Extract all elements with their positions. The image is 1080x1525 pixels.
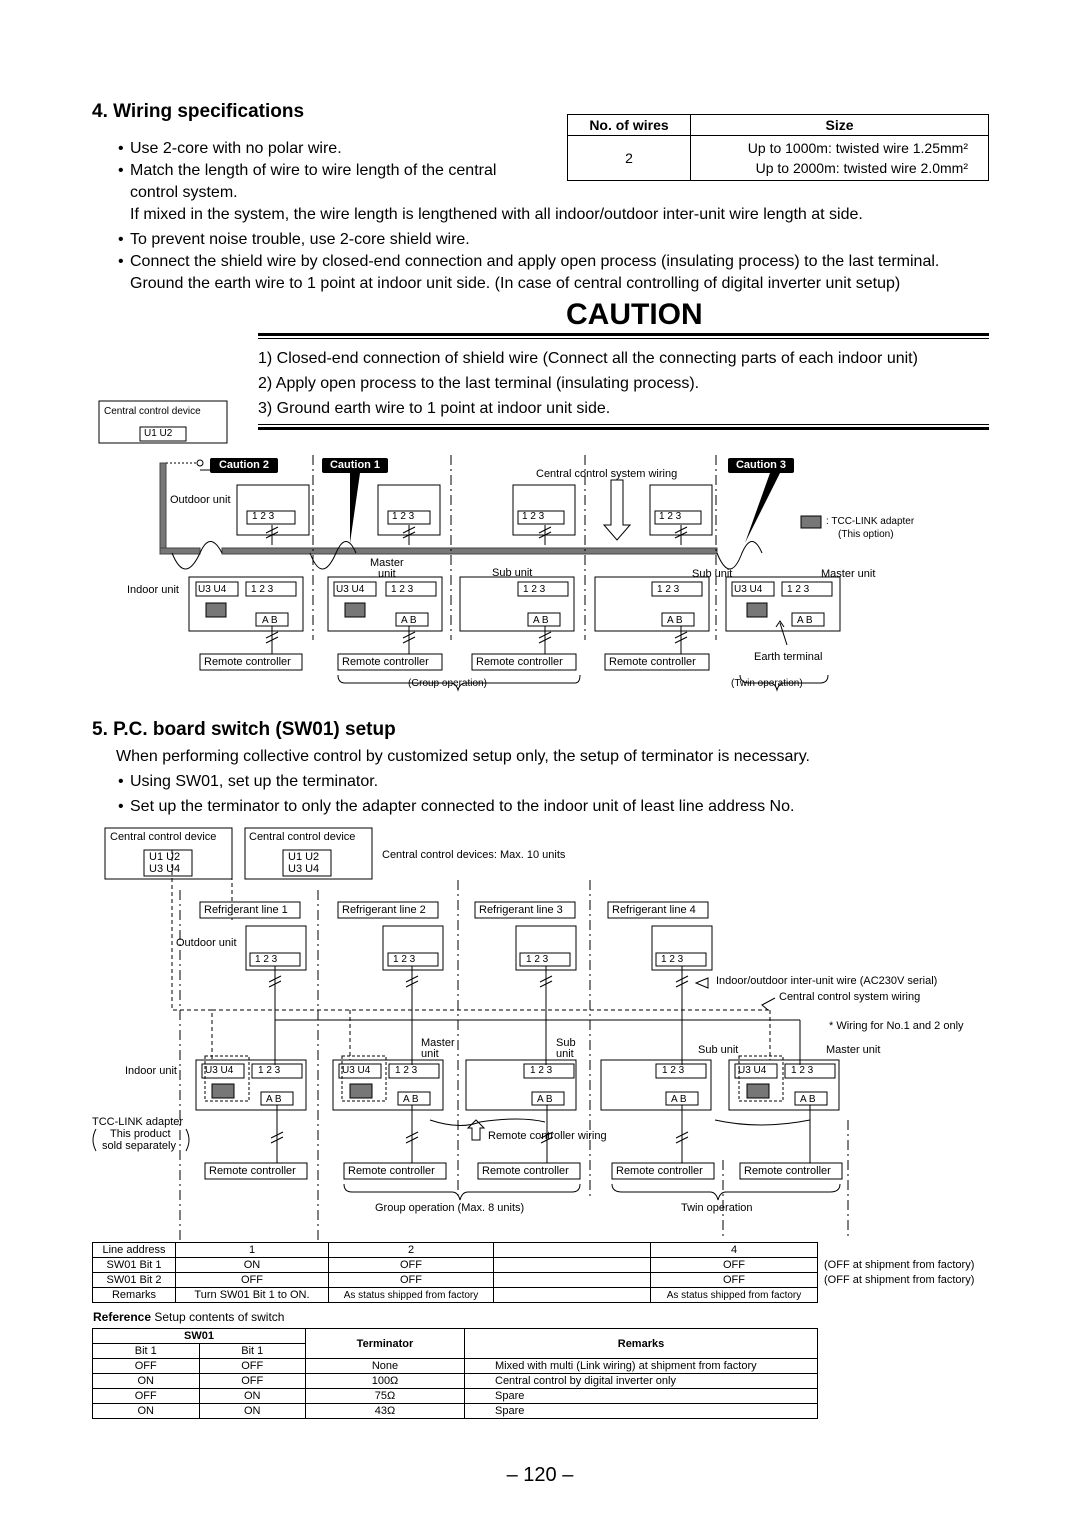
remote-controller: Remote controller bbox=[482, 1165, 569, 1177]
table-row bbox=[93, 1359, 818, 1374]
section5-paragraph: When performing collective control by customized setup only, the setup of terminator is necessary. bbox=[116, 748, 810, 765]
sub-unit-label: Sub unit bbox=[692, 568, 733, 580]
bullet: • Using SW01, set up the terminator. bbox=[130, 771, 378, 793]
terminal-ab: A B bbox=[403, 1094, 419, 1105]
unit-label: unit bbox=[421, 1048, 439, 1060]
table-cell: SW01 Bit 1 bbox=[93, 1258, 176, 1273]
terminal-ab: A B bbox=[401, 615, 417, 626]
terminal-ab: A B bbox=[671, 1094, 687, 1105]
adapter-legend: : TCC-LINK adapter bbox=[826, 516, 915, 527]
table-cell bbox=[494, 1288, 651, 1303]
remote-controller: Remote controller bbox=[744, 1165, 831, 1177]
table-cell: OFF bbox=[93, 1389, 200, 1404]
u3u4-label: U3 U4 bbox=[149, 863, 181, 875]
sub-unit-label: Sub unit bbox=[492, 567, 533, 579]
central-wiring-label: Central control system wiring bbox=[536, 468, 678, 480]
central-control-device-label: Central control device bbox=[110, 831, 217, 843]
this-product-label: This product bbox=[110, 1128, 171, 1140]
paragraph: If mixed in the system, the wire length is lengthened with all indoor/outdoor inter-unit wire length at side. bbox=[130, 206, 863, 223]
table-header: SW01 bbox=[93, 1329, 306, 1344]
terminal-123: 1 2 3 bbox=[522, 511, 545, 522]
terminal-123: 1 2 3 bbox=[791, 1065, 814, 1076]
table-cell bbox=[494, 1273, 651, 1288]
terminal-ab: A B bbox=[800, 1094, 816, 1105]
table-cell: Spare bbox=[465, 1404, 818, 1419]
table-row bbox=[93, 1288, 818, 1303]
caution-title: CAUTION bbox=[566, 298, 703, 331]
terminal-123: 1 2 3 bbox=[251, 584, 274, 595]
twin-operation-label: Twin operation bbox=[681, 1202, 753, 1214]
terminal-u3u4: U3 U4 bbox=[734, 584, 763, 595]
size-line-1: Up to 1000m: twisted wire 1.25mm² bbox=[747, 140, 968, 156]
refrigerant-line-2: Refrigerant line 2 bbox=[342, 904, 426, 916]
section4-title: 4. Wiring specifications bbox=[92, 101, 305, 122]
table-row bbox=[93, 1243, 818, 1258]
table-cell: Line address bbox=[93, 1243, 176, 1258]
terminal-u3u4: U3 U4 bbox=[738, 1065, 767, 1076]
caution-item: 1) Closed-end connection of shield wire (Connect all the connecting parts of each indoor unit) bbox=[258, 350, 918, 367]
section5-title: 5. P.C. board switch (SW01) setup bbox=[92, 719, 396, 740]
table-cell: OFF bbox=[199, 1359, 306, 1374]
table-cell bbox=[494, 1258, 651, 1273]
master-label: Master bbox=[421, 1037, 455, 1049]
terminal-123: 1 2 3 bbox=[662, 1065, 685, 1076]
wiring-diagram-1 bbox=[0, 395, 1080, 695]
table-header: Terminator bbox=[306, 1329, 465, 1359]
u3u4-label: U3 U4 bbox=[288, 863, 320, 875]
table-row bbox=[93, 1329, 818, 1344]
remote-controller: Remote controller bbox=[204, 656, 291, 668]
terminal-123: 1 2 3 bbox=[661, 954, 684, 965]
wire-spec-table bbox=[567, 114, 989, 181]
bullet: • Match the length of wire to wire length of the central control system. bbox=[130, 160, 540, 204]
table-row bbox=[93, 1273, 818, 1288]
line-address-table bbox=[92, 1242, 818, 1303]
caution-rule-top-thin bbox=[258, 338, 989, 339]
terminal-ab: A B bbox=[262, 615, 278, 626]
terminal-u3u4: U3 U4 bbox=[198, 584, 227, 595]
outdoor-unit-label: Outdoor unit bbox=[176, 937, 237, 949]
table-cell: ON bbox=[199, 1389, 306, 1404]
inter-unit-wire-label: Indoor/outdoor inter-unit wire (AC230V serial) bbox=[716, 975, 938, 987]
terminal-123: 1 2 3 bbox=[787, 584, 810, 595]
terminal-123: 1 2 3 bbox=[255, 954, 278, 965]
size-line-2: Up to 2000m: twisted wire 2.0mm² bbox=[755, 160, 968, 176]
table-cell: ON bbox=[93, 1404, 200, 1419]
remote-controller: Remote controller bbox=[209, 1165, 296, 1177]
terminal-123: 1 2 3 bbox=[657, 584, 680, 595]
reference-label: Reference bbox=[93, 1310, 152, 1324]
table-cell bbox=[494, 1243, 651, 1258]
table-cell: 75Ω bbox=[306, 1389, 465, 1404]
terminal-ab: A B bbox=[533, 615, 549, 626]
remote-controller: Remote controller bbox=[609, 656, 696, 668]
header-wires: No. of wires bbox=[568, 115, 691, 136]
adapter-option: (This option) bbox=[838, 529, 894, 540]
table-cell: OFF bbox=[199, 1374, 306, 1389]
table-cell: Central control by digital inverter only bbox=[465, 1374, 818, 1389]
table-row bbox=[93, 1404, 818, 1419]
wiring-note: * Wiring for No.1 and 2 only bbox=[829, 1020, 964, 1032]
group-operation-label: (Group operation) bbox=[408, 678, 487, 689]
table-cell: SW01 Bit 2 bbox=[93, 1273, 176, 1288]
table-cell: Mixed with multi (Link wiring) at shipment from factory bbox=[465, 1359, 818, 1374]
table-cell: OFF bbox=[93, 1359, 200, 1374]
master-unit-label: Master unit bbox=[821, 568, 876, 580]
terminal-123: 1 2 3 bbox=[523, 584, 546, 595]
bullet: • Connect the shield wire by closed-end connection and apply open process (insulating process) to the last terminal. Ground the earth wire to 1 point at indoor unit side. (In case of central controlling of digital inverter unit setup) bbox=[130, 251, 990, 295]
unit-label: unit bbox=[378, 568, 396, 580]
table-cell: As status shipped from factory bbox=[329, 1288, 494, 1303]
table-header: Remarks bbox=[465, 1329, 818, 1359]
central-control-device-label: Central control device bbox=[249, 831, 356, 843]
outdoor-unit-label: Outdoor unit bbox=[170, 494, 231, 506]
table-cell: None bbox=[306, 1359, 465, 1374]
bullet: • To prevent noise trouble, use 2-core shield wire. bbox=[130, 229, 990, 251]
table-cell: Turn SW01 Bit 1 to ON. bbox=[176, 1288, 329, 1303]
shipment-note: (OFF at shipment from factory) bbox=[824, 1274, 975, 1286]
caution-2-tag: Caution 2 bbox=[210, 459, 278, 471]
caution-1-tag: Caution 1 bbox=[322, 459, 388, 471]
indoor-unit-label: Indoor unit bbox=[127, 584, 179, 596]
central-control-device-label: Central control device bbox=[104, 406, 201, 417]
table-cell: OFF bbox=[329, 1273, 494, 1288]
sub-unit-label: Sub unit bbox=[698, 1044, 739, 1056]
u1u2-label: U1 U2 bbox=[288, 851, 320, 863]
terminal-ab: A B bbox=[797, 615, 813, 626]
table-row bbox=[93, 1258, 818, 1273]
caution-3-tag: Caution 3 bbox=[728, 459, 794, 471]
table-cell: As status shipped from factory bbox=[651, 1288, 818, 1303]
table-cell: 4 bbox=[651, 1243, 818, 1258]
table-cell: 2 bbox=[329, 1243, 494, 1258]
terminal-123: 1 2 3 bbox=[392, 511, 415, 522]
table-cell: OFF bbox=[651, 1273, 818, 1288]
terminal-123: 1 2 3 bbox=[393, 954, 416, 965]
terminal-u3u4: U3 U4 bbox=[342, 1065, 371, 1076]
master-label: Master bbox=[370, 557, 404, 569]
refrigerant-line-1: Refrigerant line 1 bbox=[204, 904, 288, 916]
caution-item: 2) Apply open process to the last terminal (insulating process). bbox=[258, 375, 700, 392]
terminal-u3u4: U3 U4 bbox=[336, 584, 365, 595]
bullet: • Use 2-core with no polar wire. bbox=[130, 138, 540, 160]
refrigerant-line-4: Refrigerant line 4 bbox=[612, 904, 696, 916]
header-size: Size bbox=[691, 115, 989, 136]
terminal-ab: A B bbox=[266, 1094, 282, 1105]
terminal-123: 1 2 3 bbox=[530, 1065, 553, 1076]
table-cell: Bit 1 bbox=[199, 1344, 306, 1359]
u1u2-label: U1 U2 bbox=[144, 428, 173, 439]
table-cell: Bit 1 bbox=[93, 1344, 200, 1359]
terminal-123: 1 2 3 bbox=[526, 954, 549, 965]
reference-table bbox=[92, 1328, 818, 1419]
table-cell: Spare bbox=[465, 1389, 818, 1404]
remote-controller: Remote controller bbox=[476, 656, 563, 668]
group-operation-label: Group operation (Max. 8 units) bbox=[375, 1202, 525, 1214]
terminal-123: 1 2 3 bbox=[258, 1065, 281, 1076]
caution-rule-top bbox=[258, 333, 989, 336]
table-row bbox=[93, 1374, 818, 1389]
terminal-u3u4: U3 U4 bbox=[205, 1065, 234, 1076]
tcc-adapter-label: TCC-LINK adapter bbox=[92, 1116, 184, 1128]
refrigerant-line-3: Refrigerant line 3 bbox=[479, 904, 563, 916]
terminal-123: 1 2 3 bbox=[659, 511, 682, 522]
remote-controller: Remote controller bbox=[342, 656, 429, 668]
u1u2-label: U1 U2 bbox=[149, 851, 181, 863]
table-cell: OFF bbox=[329, 1258, 494, 1273]
central-wiring-label: Central control system wiring bbox=[779, 991, 921, 1003]
table-cell: 1 bbox=[176, 1243, 329, 1258]
unit-label: unit bbox=[556, 1048, 574, 1060]
wires-value: 2 bbox=[568, 136, 691, 181]
twin-operation-label: (Twin operation) bbox=[731, 678, 803, 689]
shipment-note: (OFF at shipment from factory) bbox=[824, 1259, 975, 1271]
table-row bbox=[93, 1389, 818, 1404]
terminal-ab: A B bbox=[667, 615, 683, 626]
sub-label: Sub bbox=[556, 1037, 576, 1049]
reference-caption bbox=[93, 1310, 284, 1324]
reference-text: Setup contents of switch bbox=[154, 1310, 285, 1324]
indoor-unit-label: Indoor unit bbox=[125, 1065, 177, 1077]
earth-terminal-label: Earth terminal bbox=[754, 651, 823, 663]
table-cell: ON bbox=[176, 1258, 329, 1273]
remote-wiring-label: Remote controller wiring bbox=[488, 1130, 607, 1142]
table-cell: Remarks bbox=[93, 1288, 176, 1303]
table-cell: 100Ω bbox=[306, 1374, 465, 1389]
table-cell: OFF bbox=[651, 1258, 818, 1273]
terminal-123: 1 2 3 bbox=[395, 1065, 418, 1076]
bullet: • Set up the terminator to only the adapter connected to the indoor unit of least line address No. bbox=[130, 796, 794, 818]
remote-controller: Remote controller bbox=[348, 1165, 435, 1177]
table-cell: 43Ω bbox=[306, 1404, 465, 1419]
remote-controller: Remote controller bbox=[616, 1165, 703, 1177]
table-cell: ON bbox=[199, 1404, 306, 1419]
sold-separately-label: sold separately bbox=[102, 1140, 176, 1152]
master-unit-label: Master unit bbox=[826, 1044, 881, 1056]
terminal-123: 1 2 3 bbox=[391, 584, 414, 595]
page-number: – 120 – bbox=[506, 1464, 574, 1486]
table-cell: OFF bbox=[176, 1273, 329, 1288]
terminal-123: 1 2 3 bbox=[252, 511, 275, 522]
caution-item: 3) Ground earth wire to 1 point at indoor unit side. bbox=[258, 400, 611, 417]
table-cell: ON bbox=[93, 1374, 200, 1389]
max-devices-label: Central control devices: Max. 10 units bbox=[382, 849, 566, 861]
terminal-ab: A B bbox=[537, 1094, 553, 1105]
